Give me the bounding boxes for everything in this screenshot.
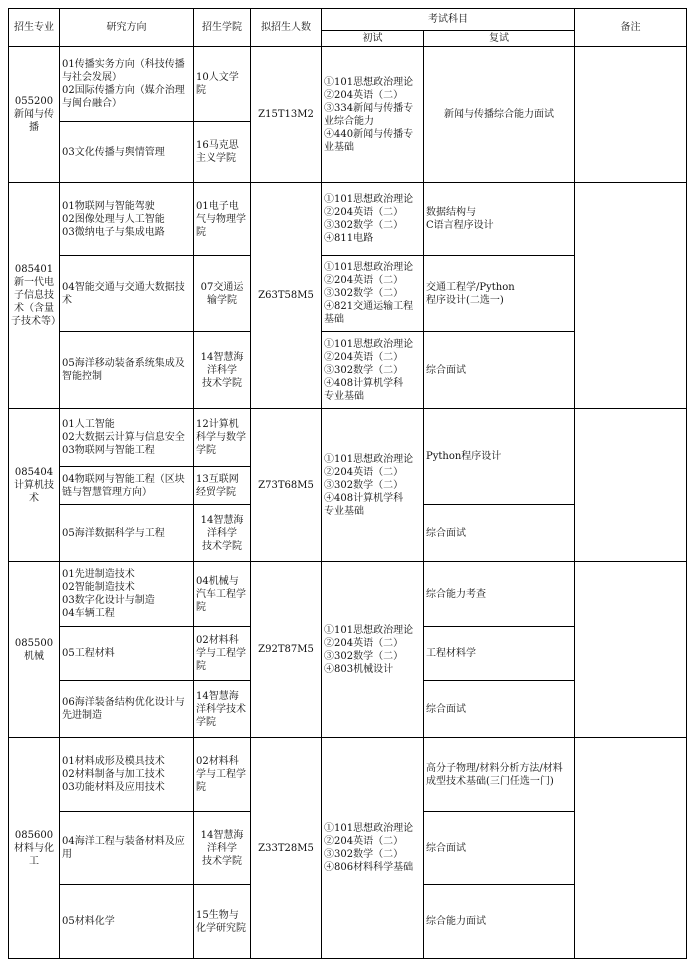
retest-cell: 综合面试: [424, 332, 575, 409]
initial-exam-cell: ①101思想政治理论 ②204英语（二） ③334新闻与传播专业综合能力 ④440新闻与传播专业基础: [322, 47, 424, 183]
admissions-table: [8, 8, 687, 959]
direction-cell: 01传播实务方向（科技传播与社会发展） 02国际传播方向（媒介治理与闽台融合）: [60, 47, 194, 122]
retest-cell: 综合能力面试: [424, 885, 575, 959]
direction-cell: 05工程材料: [60, 627, 194, 681]
initial-exam-cell: ①101思想政治理论 ②204英语（二） ③302数学（二） ④408计算机学科 专业基础: [322, 332, 424, 409]
retest-cell: 数据结构与 C语言程序设计: [424, 183, 575, 256]
major-cell: 085404 计算机技术: [9, 409, 60, 562]
table-row: [9, 183, 687, 256]
retest-cell: 新闻与传播综合能力面试: [424, 47, 575, 183]
retest-cell: 综合面试: [424, 505, 575, 562]
header-exam-subjects: 考试科目: [322, 9, 575, 31]
direction-cell: 01材料成形及模具技术 02材料制备与加工技术 03功能材料及应用技术: [60, 738, 194, 812]
college-cell: 14智慧海洋科学技术学院: [194, 681, 251, 738]
direction-cell: 01物联网与智能驾驶 02图像处理与人工智能 03微纳电子与集成电路: [60, 183, 194, 256]
remarks-cell: [575, 183, 687, 409]
college-cell: 14智慧海洋科学 技术学院: [194, 332, 251, 409]
header-remarks: 备注: [575, 9, 687, 47]
college-cell: 04机械与汽车工程学院: [194, 562, 251, 627]
college-cell: 01电子电气与物理学院: [194, 183, 251, 256]
quota-cell: Z92T87M5: [251, 562, 322, 738]
college-cell: 12计算机科学与数学学院: [194, 409, 251, 467]
retest-cell: 工程材料学: [424, 627, 575, 681]
college-cell: 16马克思主义学院: [194, 122, 251, 183]
direction-cell: 05海洋移动装备系统集成及智能控制: [60, 332, 194, 409]
retest-cell: Python程序设计: [424, 409, 575, 505]
direction-cell: 05海洋数据科学与工程: [60, 505, 194, 562]
major-cell: 085401 新一代电子信息技术（含量子技术等）: [9, 183, 60, 409]
header-quota: 拟招生人数: [251, 9, 322, 47]
college-cell: 15生物与化学研究院: [194, 885, 251, 959]
direction-cell: 04物联网与智能工程（区块链与智慧管理方向）: [60, 467, 194, 505]
direction-cell: 04海洋工程与装备材料及应用: [60, 812, 194, 885]
direction-cell: 06海洋装备结构优化设计与先进制造: [60, 681, 194, 738]
major-cell: 055200 新闻与传播: [9, 47, 60, 183]
direction-cell: 01人工智能 02大数据云计算与信息安全 03物联网与智能工程: [60, 409, 194, 467]
quota-cell: Z15T13M2: [251, 47, 322, 183]
direction-cell: 05材料化学: [60, 885, 194, 959]
initial-exam-cell: ①101思想政治理论 ②204英语（二） ③302数学（二） ④821交通运输工程基础: [322, 256, 424, 332]
header-initial: 初试: [322, 31, 424, 47]
retest-cell: 高分子物理/材料分析方法/材料成型技术基础(三门任选一门): [424, 738, 575, 812]
table-row: [9, 409, 687, 467]
table-row: [9, 738, 687, 812]
quota-cell: Z73T68M5: [251, 409, 322, 562]
retest-cell: 综合能力考查: [424, 562, 575, 627]
college-cell: 10人文学院: [194, 47, 251, 122]
initial-exam-cell: ①101思想政治理论 ②204英语（二） ③302数学（二） ④408计算机学科 专业基础: [322, 409, 424, 562]
retest-cell: 交通工程学/Python 程序设计(二选一): [424, 256, 575, 332]
direction-cell: 01先进制造技术 02智能制造技术 03数字化设计与制造 04车辆工程: [60, 562, 194, 627]
quota-cell: Z33T28M5: [251, 738, 322, 959]
header-major: 招生专业: [9, 9, 60, 47]
table-row: [9, 47, 687, 122]
college-cell: 13互联网经贸学院: [194, 467, 251, 505]
table-row: [9, 562, 687, 627]
direction-cell: 04智能交通与交通大数据技术: [60, 256, 194, 332]
initial-exam-cell: ①101思想政治理论 ②204英语（二） ③302数学（二） ④806材料科学基础: [322, 738, 424, 959]
college-cell: 14智慧海洋科学 技术学院: [194, 812, 251, 885]
remarks-cell: [575, 47, 687, 183]
retest-cell: 综合面试: [424, 681, 575, 738]
header-retest: 复试: [424, 31, 575, 47]
header-direction: 研究方向: [60, 9, 194, 47]
major-cell: 085500 机械: [9, 562, 60, 738]
major-cell: 085600 材料与化工: [9, 738, 60, 959]
quota-cell: Z63T58M5: [251, 183, 322, 409]
header-college: 招生学院: [194, 9, 251, 47]
remarks-cell: [575, 562, 687, 738]
initial-exam-cell: ①101思想政治理论 ②204英语（二） ③302数学（二） ④803机械设计: [322, 562, 424, 738]
college-cell: 02材料科学与工程学院: [194, 738, 251, 812]
retest-cell: 综合面试: [424, 812, 575, 885]
college-cell: 07交通运输学院: [194, 256, 251, 332]
college-cell: 02材料科学与工程学院: [194, 627, 251, 681]
college-cell: 14智慧海洋科学 技术学院: [194, 505, 251, 562]
direction-cell: 03文化传播与舆情管理: [60, 122, 194, 183]
remarks-cell: [575, 738, 687, 959]
remarks-cell: [575, 409, 687, 562]
initial-exam-cell: ①101思想政治理论 ②204英语（二） ③302数学（二） ④811电路: [322, 183, 424, 256]
